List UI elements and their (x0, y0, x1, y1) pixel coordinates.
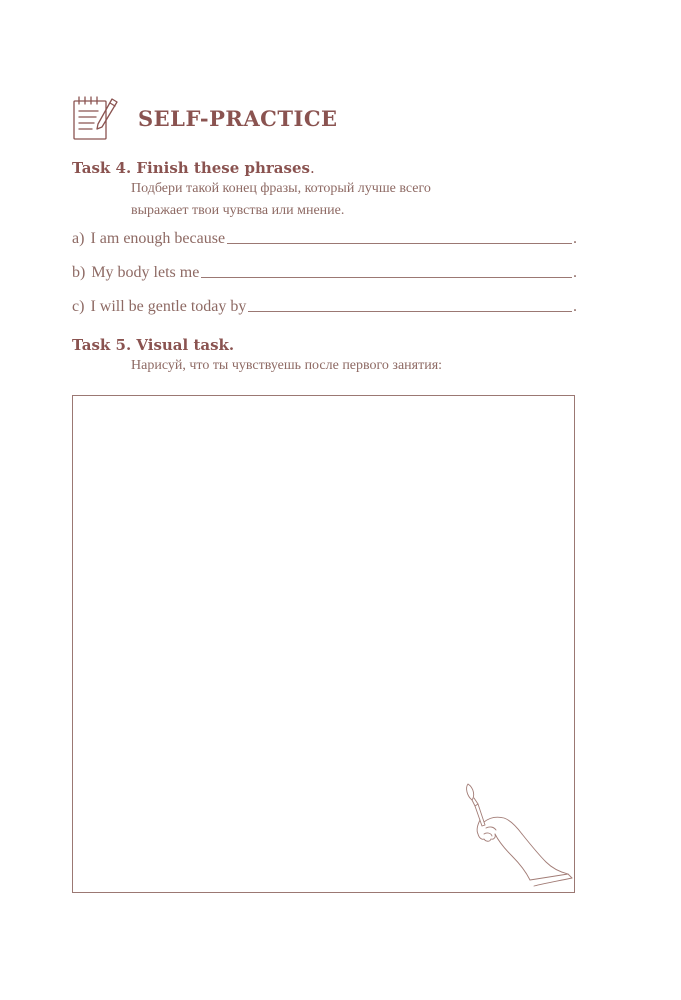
phrase-c-end: . (573, 298, 577, 315)
phrase-a-end: . (573, 230, 577, 247)
drawing-area[interactable] (72, 395, 575, 893)
task-5-heading: Task 5. Visual task. (72, 336, 235, 354)
phrase-a-answer-line[interactable] (227, 242, 572, 244)
hand-with-paintbrush-icon (464, 782, 574, 892)
phrase-b-text: My body lets me (91, 264, 200, 281)
phrase-b-end: . (573, 264, 577, 281)
task-4-instruction-line-1: Подбери такой конец фразы, который лучше всего (131, 181, 431, 196)
section-header (72, 95, 338, 141)
phrase-c-text: I will be gentle today by (90, 298, 247, 315)
task-4-heading-end: . (309, 159, 315, 177)
phrase-c-letter: c) (72, 298, 85, 315)
phrase-b (72, 264, 577, 282)
task-5 (72, 336, 577, 377)
task-5-instruction: Нарисуй, что ты чувствуешь после первого занятия: (131, 358, 443, 373)
phrase-b-letter: b) (72, 264, 86, 281)
task-4-heading (72, 159, 577, 177)
notepad-pencil-icon (72, 95, 120, 141)
phrase-a-text: I am enough because (90, 230, 226, 247)
task-4 (72, 159, 577, 222)
task-4-instruction-line-2: выражает твои чувства или мнение. (131, 203, 345, 218)
phrase-c (72, 298, 577, 316)
phrase-a-letter: a) (72, 230, 85, 247)
phrase-b-answer-line[interactable] (201, 276, 572, 278)
task-4-instruction (131, 178, 577, 222)
page-title: SELF-PRACTICE (138, 105, 338, 131)
phrase-a (72, 230, 577, 248)
task-4-heading-text: Task 4. Finish these phrases (72, 159, 310, 177)
phrase-c-answer-line[interactable] (248, 310, 572, 312)
